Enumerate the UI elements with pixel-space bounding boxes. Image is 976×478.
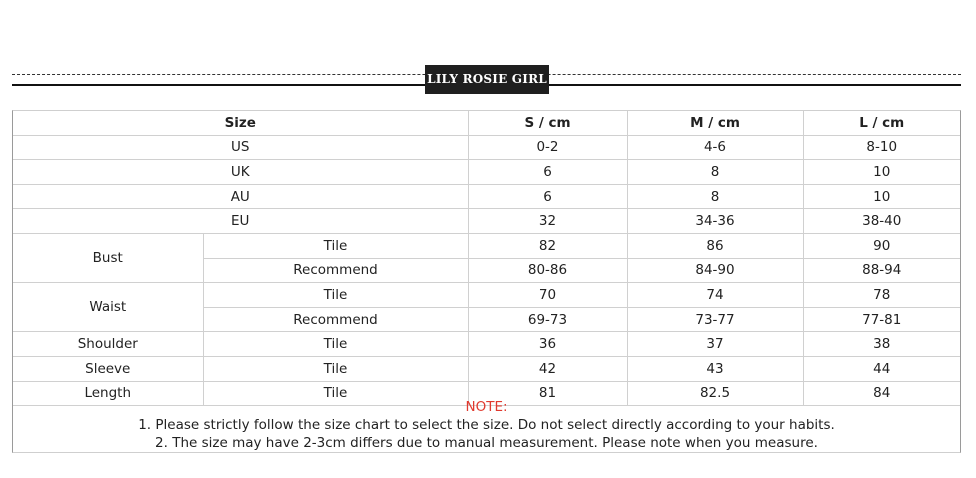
measure-type: Tile — [203, 381, 468, 406]
cell-l: 38-40 — [803, 209, 960, 234]
table-row — [13, 160, 960, 185]
table-row — [13, 332, 960, 357]
header-size: Size — [13, 111, 468, 135]
cell-l: 10 — [803, 160, 960, 185]
cell-s: 82 — [468, 233, 627, 258]
brand-label: LILY ROSIE GIRL — [425, 65, 549, 94]
header-l: L / cm — [803, 111, 960, 135]
cell-l: 10 — [803, 184, 960, 209]
cell-l: 77-81 — [803, 307, 960, 332]
size-chart — [12, 110, 961, 453]
cell-m: 86 — [627, 233, 803, 258]
cell-m: 4-6 — [627, 135, 803, 160]
region-label: AU — [13, 184, 468, 209]
cell-l: 38 — [803, 332, 960, 357]
cell-s: 32 — [468, 209, 627, 234]
cell-m: 8 — [627, 160, 803, 185]
table-row — [13, 233, 960, 258]
cell-l: 88-94 — [803, 258, 960, 283]
cell-s: 69-73 — [468, 307, 627, 332]
measure-type: Tile — [203, 332, 468, 357]
table-row — [13, 184, 960, 209]
table-row — [13, 135, 960, 160]
cell-l: 78 — [803, 283, 960, 308]
measure-shoulder: Shoulder — [13, 332, 203, 357]
measure-type: Tile — [203, 283, 468, 308]
measure-sleeve: Sleeve — [13, 356, 203, 381]
cell-l: 90 — [803, 233, 960, 258]
cell-m: 84-90 — [627, 258, 803, 283]
cell-l: 8-10 — [803, 135, 960, 160]
measure-type: Tile — [203, 356, 468, 381]
header-s: S / cm — [468, 111, 627, 135]
cell-l: 44 — [803, 356, 960, 381]
cell-s: 0-2 — [468, 135, 627, 160]
cell-m: 74 — [627, 283, 803, 308]
region-label: UK — [13, 160, 468, 185]
table-row — [13, 356, 960, 381]
cell-s: 42 — [468, 356, 627, 381]
cell-s: 6 — [468, 184, 627, 209]
measure-length: Length — [13, 381, 203, 406]
cell-m: 34-36 — [627, 209, 803, 234]
measure-type: Recommend — [203, 258, 468, 283]
cell-s: 80-86 — [468, 258, 627, 283]
cell-s: 81 — [468, 381, 627, 406]
cell-m: 37 — [627, 332, 803, 357]
cell-m: 8 — [627, 184, 803, 209]
cell-m: 43 — [627, 356, 803, 381]
measure-bust: Bust — [13, 233, 203, 282]
measure-type: Tile — [203, 233, 468, 258]
table-row — [13, 283, 960, 308]
size-table — [13, 111, 960, 406]
cell-l: 84 — [803, 381, 960, 406]
table-header-row — [13, 111, 960, 135]
measure-type: Recommend — [203, 307, 468, 332]
region-label: US — [13, 135, 468, 160]
cell-s: 70 — [468, 283, 627, 308]
measure-waist: Waist — [13, 283, 203, 332]
cell-s: 6 — [468, 160, 627, 185]
note-line-2: 2. The size may have 2-3cm differs due to manual measurement. Please note when you measure. — [155, 435, 818, 451]
region-label: EU — [13, 209, 468, 234]
notes-section — [13, 398, 960, 452]
cell-m: 73-77 — [627, 307, 803, 332]
header-m: M / cm — [627, 111, 803, 135]
cell-m: 82.5 — [627, 381, 803, 406]
note-title: NOTE: — [465, 399, 508, 415]
header-banner — [12, 64, 961, 94]
note-line-1: 1. Please strictly follow the size chart to select the size. Do not select directly according to your habits. — [138, 417, 835, 433]
table-row — [13, 209, 960, 234]
cell-s: 36 — [468, 332, 627, 357]
